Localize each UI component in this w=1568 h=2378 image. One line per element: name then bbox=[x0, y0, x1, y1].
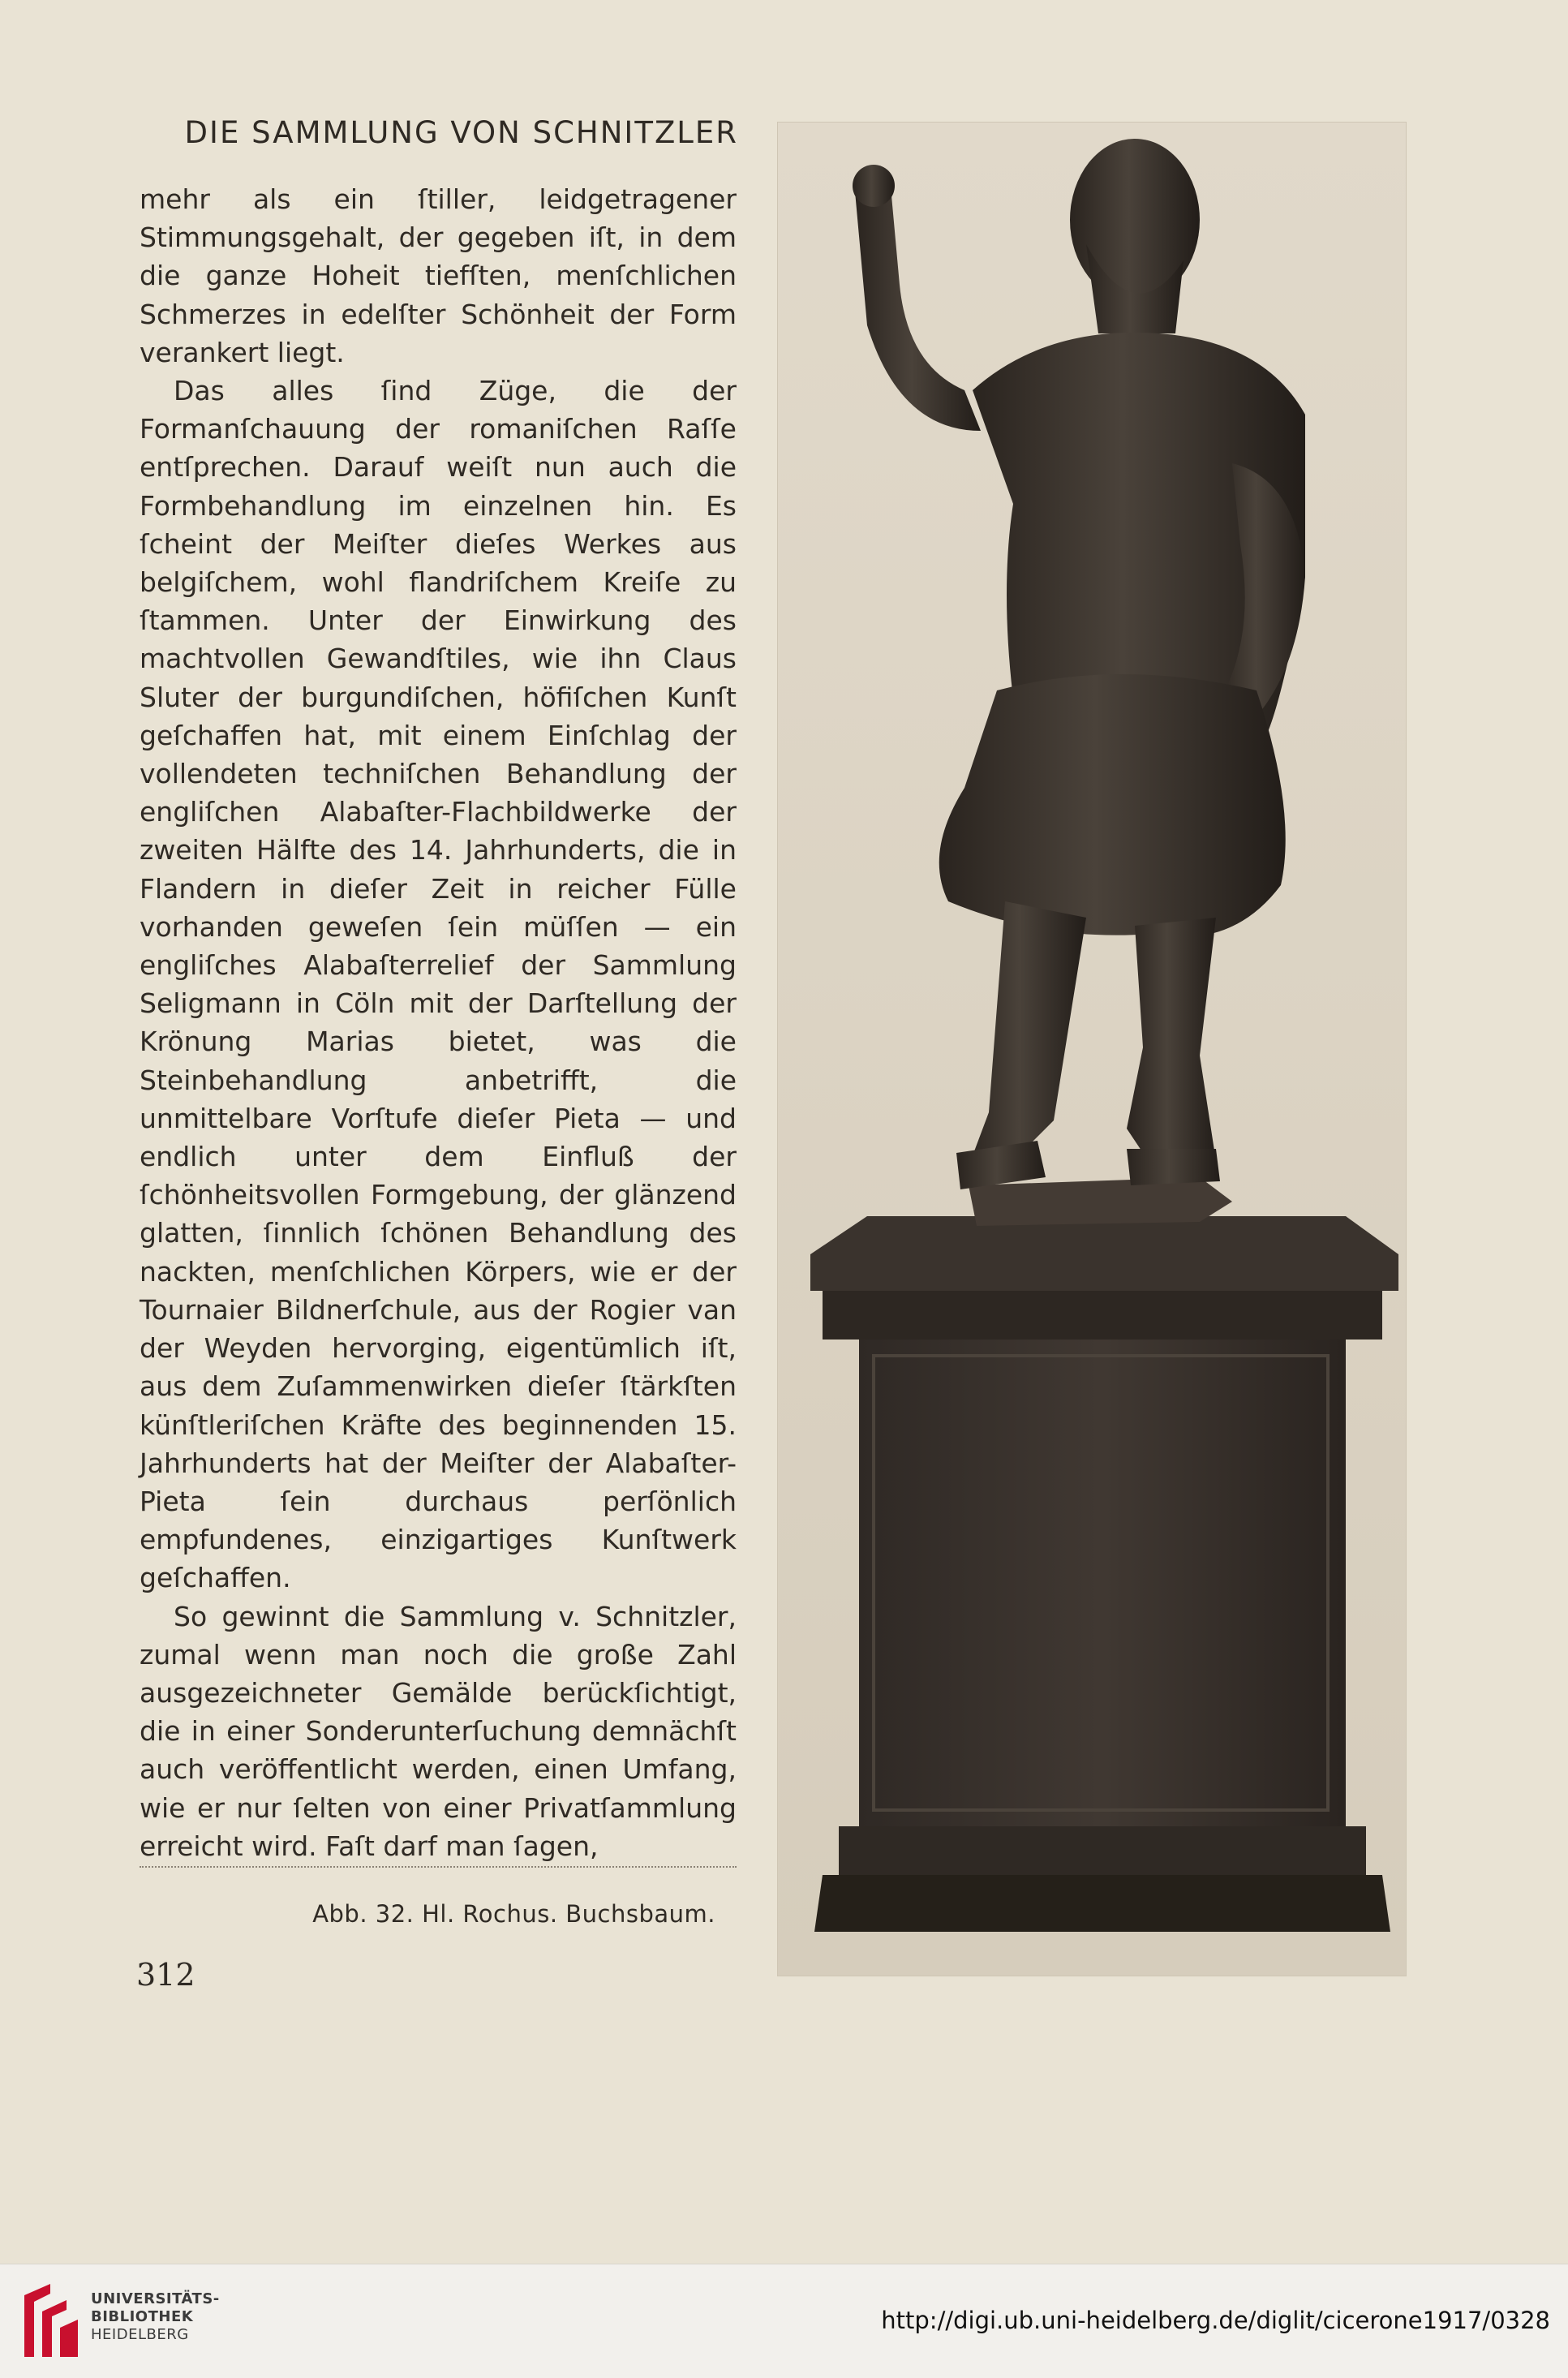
paragraph: So gewinnt die Sammlung v. Schnitzler, zumal wenn man noch die große Zahl ausgezeichneter Gemälde berückſichtigt, die in einer Sonderunterſuchung demnächſt auch veröffentlicht werden, einen Umfang, wie er nur ſelten von einer Privatſammlung erreicht wird. Faſt darf man ſagen, bbox=[140, 1600, 737, 1862]
page-number: 312 bbox=[136, 1957, 195, 1993]
library-name-line: UNIVERSITÄTS- bbox=[91, 2290, 220, 2307]
running-head: DIE SAMMLUNG VON SCHNITZLER bbox=[184, 115, 738, 150]
paragraph: mehr als ein ſtiller, leidgetragener Stimmungsgehalt, der gegeben iſt, in dem die ganze Hoheit tiefſten, menſchlichen Schmerzes in edelſter Schönheit der Form verankert liegt. bbox=[140, 183, 737, 368]
statue-image bbox=[778, 123, 1406, 1976]
library-footer bbox=[0, 2264, 1568, 2378]
source-url[interactable]: http://digi.ub.uni-heidelberg.de/diglit/cicerone1917/0328 bbox=[881, 2307, 1550, 2334]
paragraph: Das alles ſind Züge, die der Formanſchauung der romaniſchen Raſſe entſprechen. Darauf weiſt nun auch die Formbehandlung im einzelnen hin. Es ſcheint der Meiſter dieſes Werkes aus belgiſchem, wohl flandriſchem Kreiſe zu ſtammen. Unter der Einwirkung des machtvollen Gewandſtiles, wie ihn Claus Sluter der burgundiſchen, höfiſchen Kunſt geſchaffen hat, mit einem Einſchlag der vollendeten techniſchen Behandlung der engliſchen Alabaſter-Flachbildwerke der zweiten Hälfte des 14. Jahrhunderts, die in Flandern in dieſer Zeit in reicher Fülle vorhanden geweſen ſein müſſen — ein engliſches Alabaſterrelief der Sammlung Seligmann in Cöln mit der Darſtellung der Krönung Marias bietet, was die Steinbehandlung anbetrifft, die unmittelbare Vorſtufe dieſer Pieta — und endlich unter dem Einfluß der ſchönheitsvollen Formgebung, der glänzend glatten, ſinnlich ſchönen Behandlung des nackten, menſchlichen Körpers, wie er der Tournaier Bildnerſchule, aus der Rogier van der Weyden hervorging, eigentümlich iſt, aus dem Zuſammenwirken dieſer ſtärkſten künſtleriſchen Kräfte des beginnenden 15. Jahrhunderts hat der Meiſter der Alabaſter-Pieta ſein durchaus perſönlich empfundenes, einzigartiges Kunſtwerk geſchaffen. bbox=[140, 375, 737, 1594]
library-name-line: HEIDELBERG bbox=[91, 2326, 189, 2343]
library-logo-icon bbox=[18, 2279, 83, 2363]
body-text bbox=[140, 180, 737, 1865]
figure-plate bbox=[777, 122, 1407, 1976]
library-name-line: BIBLIOTHEK bbox=[91, 2308, 194, 2325]
library-name bbox=[91, 2290, 220, 2344]
pedestal bbox=[810, 1216, 1398, 1932]
figure-caption: Abb. 32. Hl. Rochus. Buchsbaum. bbox=[312, 1900, 715, 1928]
caption-rule bbox=[140, 1866, 737, 1868]
